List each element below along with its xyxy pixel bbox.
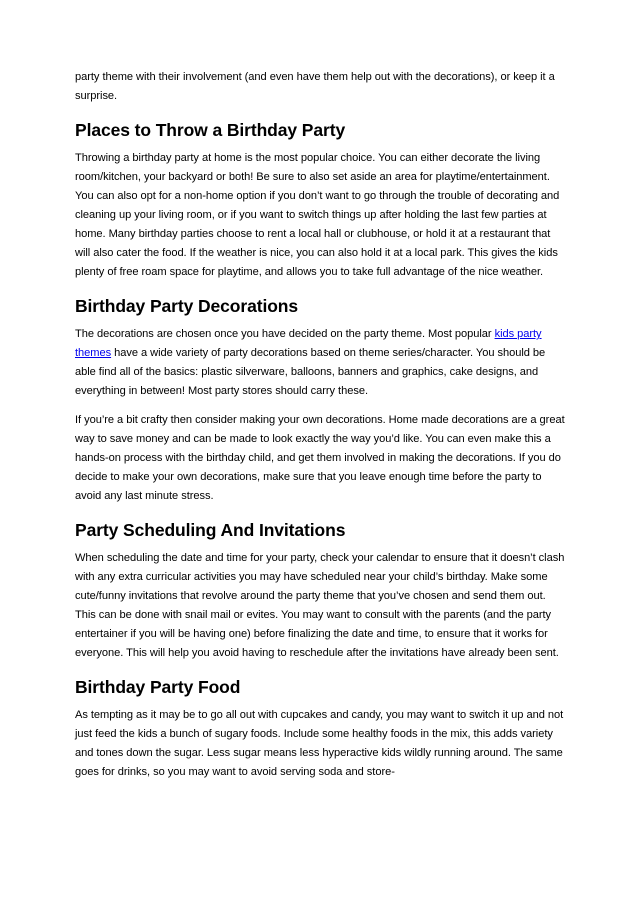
heading-food: Birthday Party Food [75,677,241,697]
decorations-text-after-link: have a wide variety of party decorations based on theme series/character. You should be able find all of the basics: plastic silverware, balloons, banners and graphics, cake designs, and everything in between! Most party stores should carry these. [75,347,546,397]
heading-scheduling: Party Scheduling And Invitations [75,520,346,540]
heading-places: Places to Throw a Birthday Party [75,120,346,140]
scheduling-paragraph: When scheduling the date and time for your party, check your calendar to ensure that it doesn’t clash with any extra curricular activities you may have scheduled near your child’s birthday. Make some cute/funny invitations that revolve around the party theme that you’ve chosen and send them out. This can be done with snail mail or evites. You may want to consult with the parents (and the party entertainer if you will be having one) before finalizing the date and time, to ensure that it works for everyone. This will help you avoid having to reschedule after the invitations have already been sent. [75,552,565,659]
kids-party-themes-link[interactable]: kids party themes [75,328,542,359]
heading-decorations: Birthday Party Decorations [75,296,299,316]
decorations-text-before-link: The decorations are chosen once you have decided on the party theme. Most popular [75,328,495,340]
document-page [75,68,567,792]
places-paragraph: Throwing a birthday party at home is the most popular choice. You can either decorate the living room/kitchen, your backyard or both! Be sure to also set aside an area for playtime/entertainment. You can also opt for a non-home option if you don’t want to go through the trouble of decorating and cleaning up your living room, or if you want to switch things up after holding the last few parties at home. Many birthday parties choose to rent a local hall or clubhouse, or hold it at a restaurant that will also cater the food. If the weather is nice, you can also hold it at a local park. This gives the kids plenty of free roam space for playtime, and allows you to take full advantage of the nice weather. [75,152,560,278]
food-paragraph: As tempting as it may be to go all out with cupcakes and candy, you may want to switch it up and not just feed the kids a bunch of sugary foods. Include some healthy foods in the mix, this adds variety and tones down the sugar. Less sugar means less hyperactive kids wildly running around. The same goes for drinks, so you may want to avoid serving soda and store- [75,709,564,778]
decorations-paragraph-1 [75,325,567,401]
intro-paragraph: party theme with their involvement (and even have them help out with the decorations), or keep it a surprise. [75,71,555,102]
decorations-paragraph-2: If you’re a bit crafty then consider making your own decorations. Home made decorations are a great way to save money and can be made to look exactly the way you’d like. You can even make this a hands-on process with the birthday child, and get them involved in making the decorations. If you do decide to make your own decorations, make sure that you leave enough time before the party to avoid any last minute stress. [75,414,565,502]
